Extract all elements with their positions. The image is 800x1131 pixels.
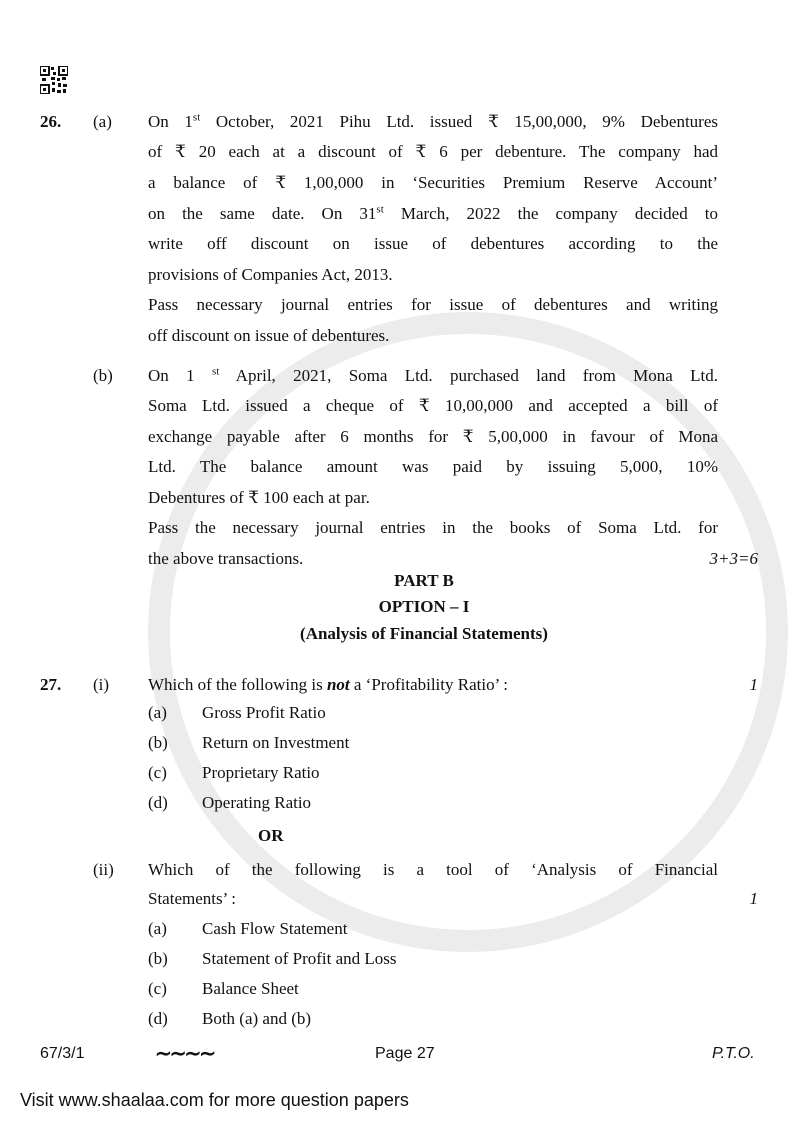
part-label: (i) bbox=[93, 675, 110, 694]
text-line bbox=[148, 456, 718, 478]
option-text: Balance Sheet bbox=[202, 979, 299, 998]
text-line bbox=[148, 294, 718, 316]
text-segment: March, 2022 the company decided to bbox=[383, 204, 718, 223]
option-label: (c) bbox=[148, 979, 167, 998]
text-line bbox=[148, 111, 718, 133]
text-segment: of ₹ 20 each at a discount of ₹ 6 per debenture. The company had bbox=[148, 142, 718, 161]
question-number: 26. bbox=[40, 112, 62, 131]
option-title: OPTION – I bbox=[378, 597, 470, 616]
text-segment: October, 2021 Pihu Ltd. issued ₹ 15,00,000, 9% Debentures bbox=[200, 112, 718, 131]
marks: 1 bbox=[749, 675, 758, 694]
text-line bbox=[148, 487, 718, 509]
option-text: Statement of Profit and Loss bbox=[202, 949, 397, 968]
option-text: Gross Profit Ratio bbox=[202, 703, 326, 722]
text-segment: the above transactions. bbox=[148, 549, 304, 568]
option-text: Return on Investment bbox=[202, 733, 350, 752]
text-segment: provisions of Companies Act, 2013. bbox=[148, 265, 393, 284]
paper-code: 67/3/1 bbox=[40, 1045, 85, 1062]
text-segment: Debentures of ₹ 100 each at par. bbox=[148, 488, 370, 507]
text-segment: a balance of ₹ 1,00,000 in ‘Securities Premium Reserve Account’ bbox=[148, 173, 718, 192]
option-label: (a) bbox=[148, 919, 167, 938]
question-text bbox=[148, 674, 508, 696]
option-text: Cash Flow Statement bbox=[202, 919, 348, 938]
part-label: (a) bbox=[93, 112, 112, 131]
visit-link[interactable]: Visit www.shaalaa.com for more question papers bbox=[20, 1090, 409, 1110]
text-segment: Soma Ltd. issued a cheque of ₹ 10,00,000 and accepted a bill of bbox=[148, 396, 718, 415]
text-segment: on the same date. On 31 bbox=[148, 204, 377, 223]
text-line bbox=[148, 264, 718, 286]
marks: 3+3=6 bbox=[709, 549, 758, 568]
text-line bbox=[148, 517, 718, 539]
text-segment: a ‘Profitability Ratio’ : bbox=[349, 675, 508, 694]
option-text: Both (a) and (b) bbox=[202, 1009, 312, 1028]
text-segment: On 1 bbox=[148, 112, 193, 131]
pto-label: P.T.O. bbox=[712, 1045, 755, 1062]
marks: 1 bbox=[749, 889, 758, 908]
emphasis: not bbox=[326, 675, 350, 694]
text-segment: write off discount on issue of debentures according to the bbox=[148, 234, 718, 253]
option-label: (d) bbox=[148, 793, 168, 812]
option-label: (b) bbox=[148, 733, 168, 752]
option-label: (c) bbox=[148, 763, 167, 782]
section-subtitle: (Analysis of Financial Statements) bbox=[300, 624, 548, 643]
text-line bbox=[148, 203, 718, 225]
text-line bbox=[148, 395, 718, 417]
text-line bbox=[148, 548, 718, 570]
text-line bbox=[148, 365, 718, 387]
footer-squiggle: ∼∼∼∼ bbox=[155, 1043, 215, 1065]
superscript: st bbox=[192, 111, 201, 124]
text-line bbox=[148, 426, 718, 448]
text-segment: Ltd. The balance amount was paid by issuing 5,000, 10% bbox=[148, 457, 718, 476]
qr-code-icon bbox=[40, 66, 68, 94]
option-text: Operating Ratio bbox=[202, 793, 312, 812]
option-label: (b) bbox=[148, 949, 168, 968]
text-segment: Pass the necessary journal entries in the books of Soma Ltd. for bbox=[148, 518, 718, 537]
part-label: (b) bbox=[93, 366, 113, 385]
text-segment: On 1 bbox=[148, 366, 212, 385]
superscript: st bbox=[376, 203, 384, 216]
option-label: (d) bbox=[148, 1009, 168, 1028]
part-label: (ii) bbox=[93, 860, 114, 879]
question-text: Which of the following is a tool of ‘Analysis of Financial bbox=[148, 860, 718, 879]
text-segment: Pass necessary journal entries for issue of debentures and writing bbox=[148, 295, 718, 314]
option-text: Proprietary Ratio bbox=[202, 763, 320, 782]
text-line bbox=[148, 141, 718, 163]
question-text: Statements’ : bbox=[148, 889, 236, 908]
part-title: PART B bbox=[394, 571, 454, 590]
option-label: (a) bbox=[148, 703, 167, 722]
text-segment: off discount on issue of debentures. bbox=[148, 326, 390, 345]
text-line bbox=[148, 233, 718, 255]
text-segment: exchange payable after 6 months for ₹ 5,00,000 in favour of Mona bbox=[148, 427, 718, 446]
text-segment: Which of the following is bbox=[148, 675, 327, 694]
text-segment: April, 2021, Soma Ltd. purchased land from Mona Ltd. bbox=[219, 366, 718, 385]
question-number: 27. bbox=[40, 675, 62, 694]
or-separator: OR bbox=[258, 826, 284, 845]
superscript: st bbox=[211, 365, 220, 378]
text-line bbox=[148, 172, 718, 194]
text-line bbox=[148, 325, 718, 347]
page-number: Page 27 bbox=[375, 1045, 435, 1062]
